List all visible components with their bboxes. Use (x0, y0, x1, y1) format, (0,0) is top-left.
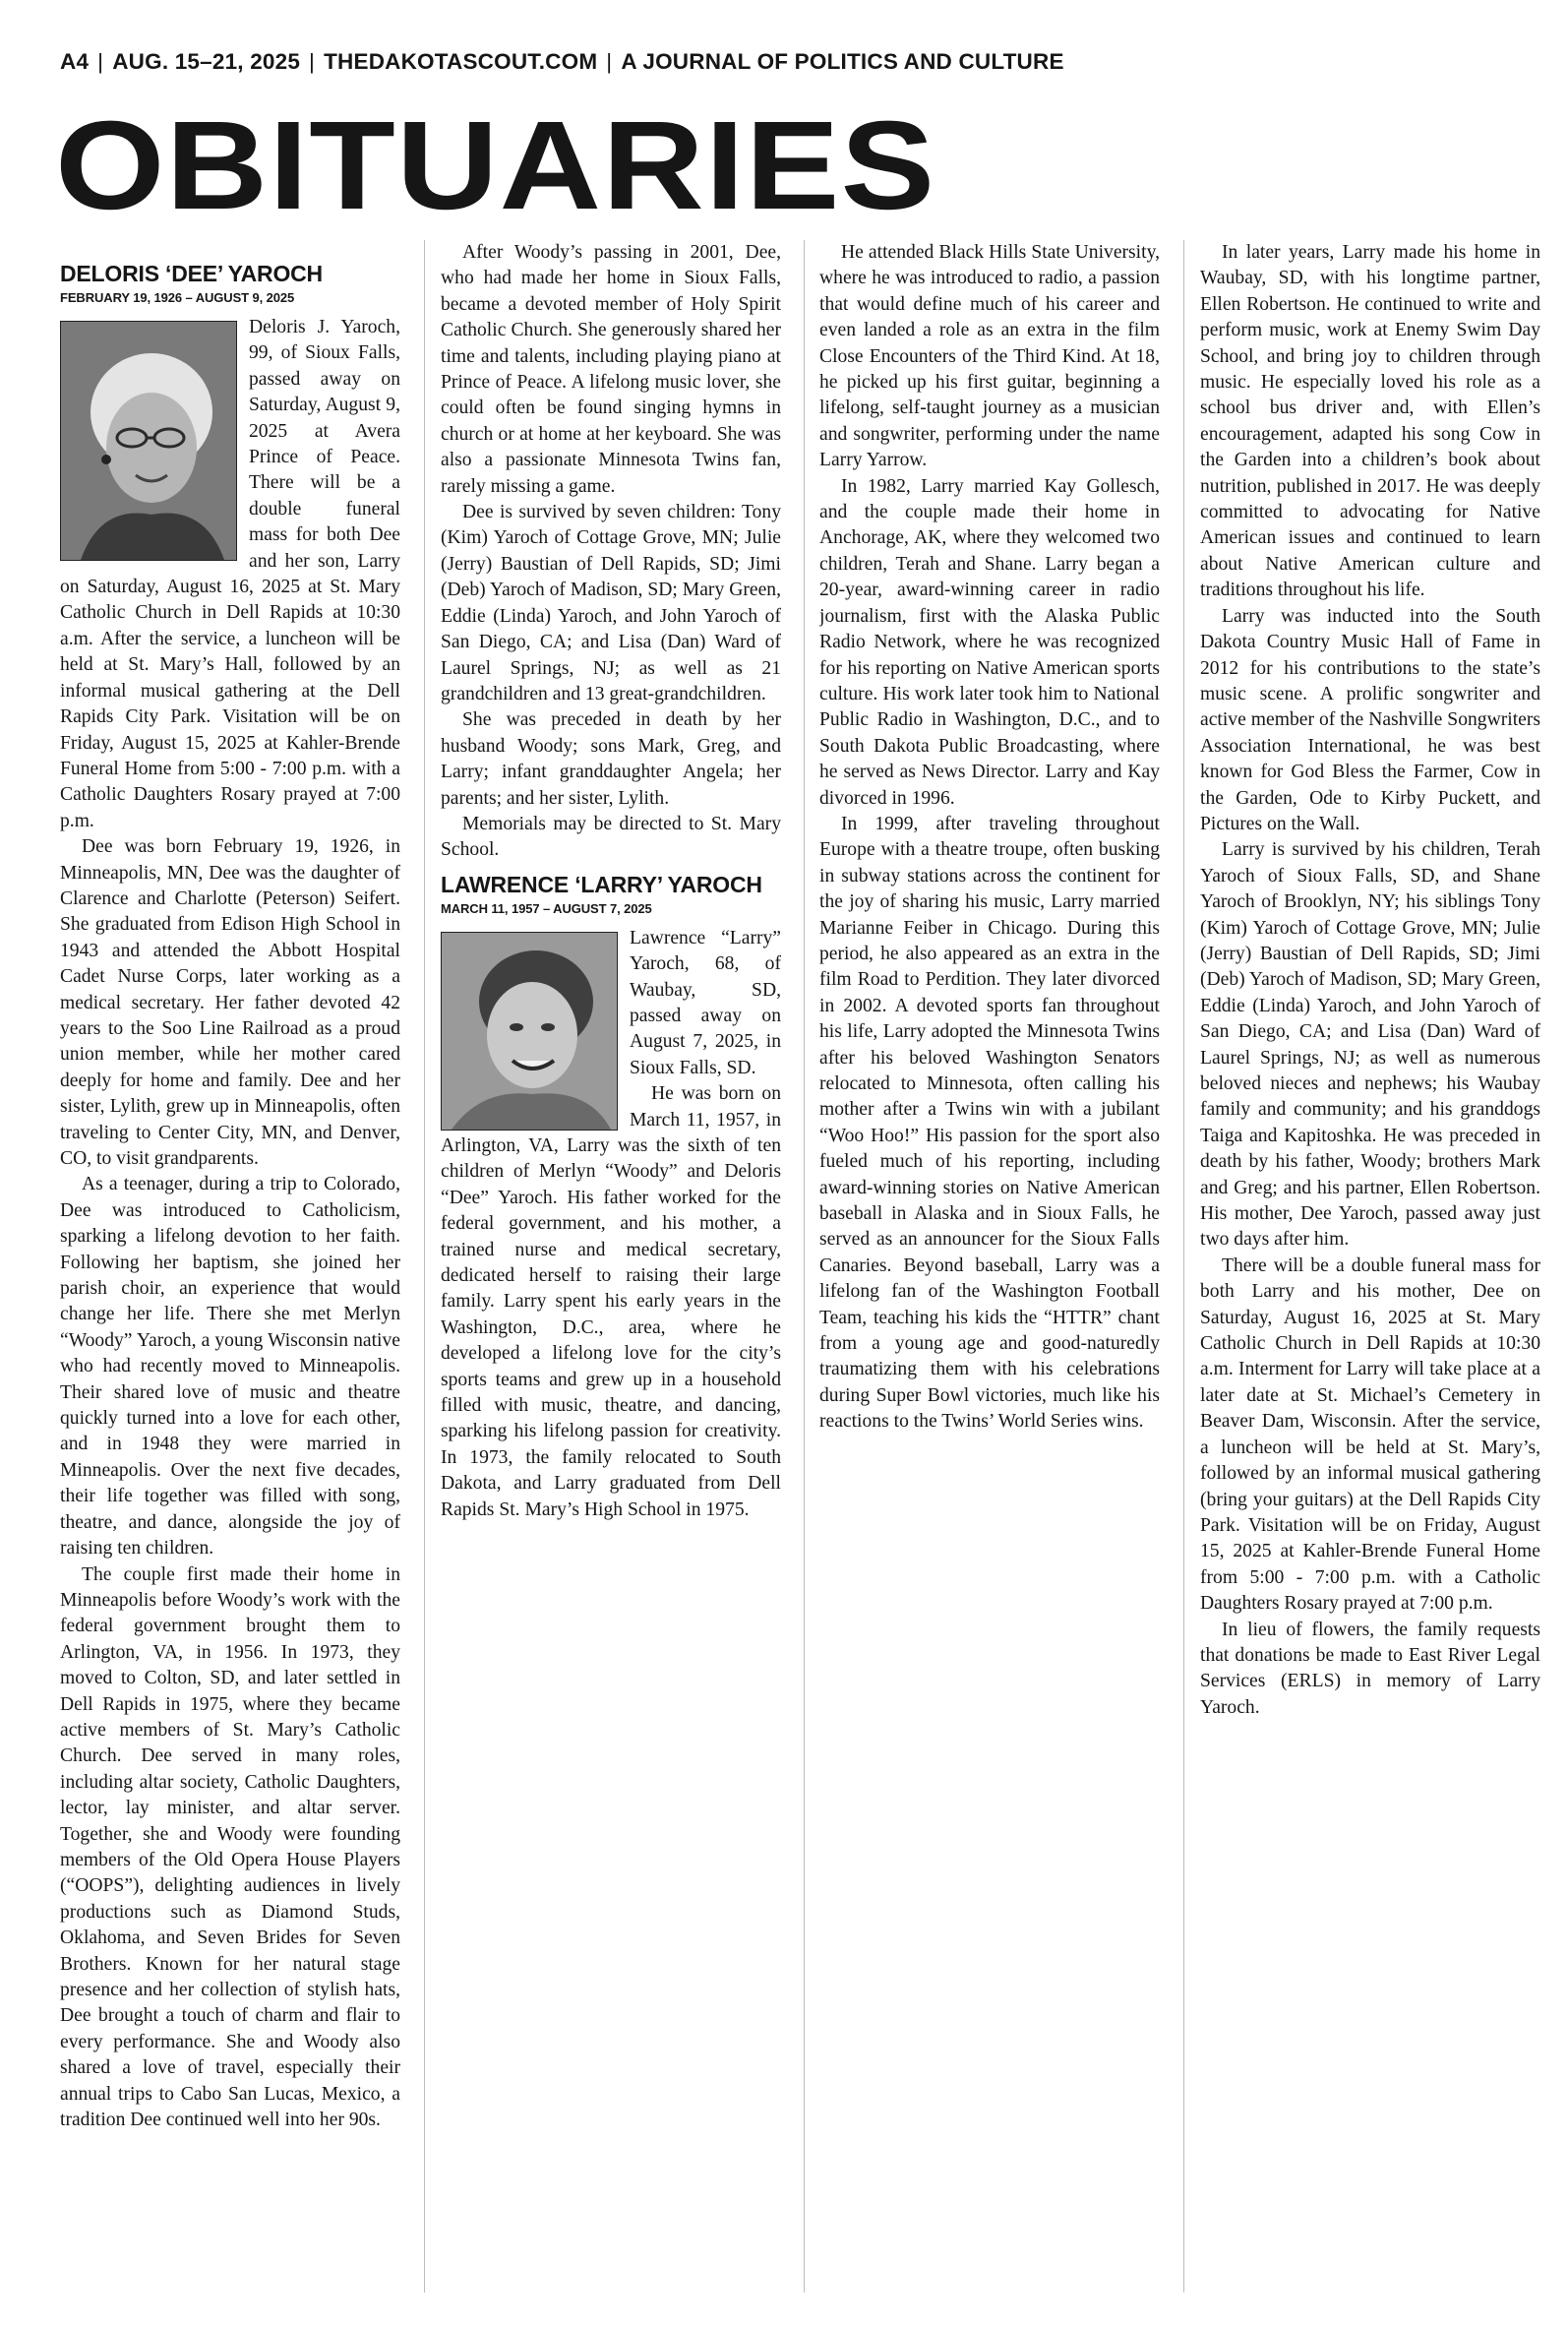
column-divider (424, 240, 425, 2293)
obituary-paragraph: Larry was inducted into the South Dakota Country Music Hall of Fame in 2012 for his contributions to the state’s music scene. A prolific songwriter and active member of the Nashville Songwriters Association International, he was best known for God Bless the Farmer, Cow in the Garden, Ode to Kirby Puckett, and Pictures on the Wall. (1200, 605, 1540, 834)
obituary-dates: FEBRUARY 19, 1926 – AUGUST 9, 2025 (60, 290, 295, 305)
obituary-paragraph: In lieu of flowers, the family requests that donations be made to East River Legal Services (ERLS) in memory of Larry Yaroch. (1200, 1619, 1540, 1718)
obituary-paragraph: After Woody’s passing in 2001, Dee, who had made her home in Sioux Falls, became a devoted member of Holy Spirit Catholic Church. She generously shared her time and talents, including playing piano at Prince of Peace. A lifelong music lover, she could often be found singing hymns in church or at home at her keyboard. She was also a passionate Minnesota Twins fan, rarely missing a game. (441, 242, 781, 497)
obituary-paragraph: Lawrence “Larry” Yaroch, 68, of Waubay, SD, passed away on August 7, 2025, in Sioux Falls, SD. (630, 927, 781, 1078)
obituary-paragraph: Memorials may be directed to St. Mary School. (441, 813, 781, 861)
obituary-paragraph: In later years, Larry made his home in Waubay, SD, with his longtime partner, Ellen Robertson. He continued to write and perform music, work at Enemy Swim Day School, and bring joy to children through music. He especially loved his role as a school bus driver and, with Ellen’s encouragement, adapted his song Cow in the Garden into a children’s book about nutrition, published in 2017. He was deeply committed to advocating for Native American issues and continued to learn about Native American culture and traditions throughout his life. (1200, 242, 1540, 601)
obituary-paragraph: In 1999, after traveling throughout Europe with a theatre troupe, often busking in subway stations across the continent for the joy of sharing his music, Larry married Marianne Feiber in Chicago. During this period, he also appeared as an extra in the film Road to Perdition. They later divorced in 2002. A devoted sports fan throughout his life, Larry adopted the Minnesota Twins after his beloved Washington Senators relocated to Minnesota, often calling his mother after a Twins win with a jubilant “Woo Hoo!” His passion for the sport also fueled much of his reporting, including award-winning stories on Native American baseball in Alaska and in Sioux Falls, he served as an announcer for the Sioux Falls Canaries. Beyond baseball, Larry was a lifelong fan of the Washington Football Team, teaching his kids the “HTTR” chant from a young age and good-naturedly traumatizing them with his celebrations during Super Bowl victories, much like his reactions to the Twins’ World Series wins. (819, 813, 1160, 1433)
tagline: A JOURNAL OF POLITICS AND CULTURE (621, 49, 1064, 74)
article-column-2 (441, 240, 781, 2282)
obituary-paragraph: He attended Black Hills State University, where he was introduced to radio, a passion that would define much of his career and even landed a role as an extra in the film Close Encounters of the Third Kind. At 18, he picked up his first guitar, beginning a lifelong, self-taught journey as a musician and songwriter, performing under the name Larry Yarrow. (819, 242, 1160, 471)
obituary-paragraph: Deloris J. Yaroch, 99, of Sioux Falls, passed away on Saturday, August 9, 2025 at Avera Prince of Peace. There will be a double funeral mass for both Dee and her son, Larry on Saturday, August 16, 2025 at St. Mary Catholic Church in Dell Rapids at 10:30 a.m. After the service, a luncheon will be held at St. Mary’s Hall, followed by an informal musical gathering at the Dell Rapids City Park. Visitation will be on Friday, August 15, 2025 at Kahler-Brende Funeral Home from 5:00 - 7:00 p.m. with a Catholic Daughters Rosary prayed at 7:00 p.m. (60, 317, 400, 831)
obituary-name: DELORIS ‘DEE’ YAROCH (60, 261, 323, 286)
obituary-paragraph: As a teenager, during a trip to Colorado, Dee was introduced to Catholicism, sparking a lifelong devotion to her faith. Following her baptism, she joined her parish choir, an experience that would change her life. There she met Merlyn “Woody” Yaroch, a young Wisconsin native who had recently moved to Minneapolis. Their shared love of music and theatre quickly turned into a love for each other, and in 1948 they were married in Minneapolis. Over the next five decades, their life together was filled with song, theatre, and dance, alongside the joy of raising ten children. (60, 1174, 400, 1560)
article-column-3 (819, 240, 1160, 2282)
obituary-paragraph: There will be a double funeral mass for both Larry and his mother, Dee on Saturday, August 16, 2025 at St. Mary Catholic Church in Dell Rapids at 10:30 a.m. Interment for Larry will take place at a later date at St. Michael’s Cemetery in Beaver Dam, Wisconsin. After the service, a luncheon will be held at St. Mary’s, followed by an informal musical gathering (bring your guitars) at the Dell Rapids City Park. Visitation will be on Friday, August 15, 2025 at Kahler-Brende Funeral Home from 5:00 - 7:00 p.m. with a Catholic Daughters Rosary prayed at 7:00 p.m. (1200, 1254, 1540, 1615)
site-name: THEDAKOTASCOUT.COM (324, 49, 598, 74)
section-title: OBITUARIES (55, 95, 936, 236)
obituary-name: LAWRENCE ‘LARRY’ YAROCH (441, 871, 762, 897)
column-divider (1183, 240, 1184, 2293)
obituary-paragraph: The couple first made their home in Minneapolis before Woody’s work with the federal government brought them to Arlington, VA, in 1956. In 1973, they moved to Colton, SD, and later settled in Dell Rapids in 1975, where they became active members of St. Mary’s Catholic Church. Dee served in many roles, including altar society, Catholic Daughters, lector, lay minister, and altar server. Together, she and Woody were founding members of the Old Opera House Players (“OOPS”), delighting audiences in lively productions such as Diamond Studs, Oklahoma, and Seven Brides for Seven Brothers. Known for her natural stage presence and her collection of stylish hats, Dee brought a touch of charm and flair to every performance. She and Woody also shared a love of travel, especially their annual trips to Cabo San Lucas, Mexico, a tradition Dee continued well into her 90s. (60, 1563, 400, 2131)
obituary-dates: MARCH 11, 1957 – AUGUST 7, 2025 (441, 900, 652, 916)
obituary-paragraph: Dee was born February 19, 1926, in Minneapolis, MN, Dee was the daughter of Clarence and Charlotte (Peterson) Seifert. She graduated from Edison High School in 1943 and attended the Abbott Hospital Cadet Nurse Corps, later working as a medical secretary. Her father devoted 42 years to the Soo Line Railroad as a proud union member, while her mother cared deeply for home and family. Dee and her sister, Lylith, grew up in Minneapolis, often traveling to Center City, MN, and Denver, CO, to visit grandparents. (60, 836, 400, 1169)
obituary-paragraph: She was preceded in death by her husband Woody; sons Mark, Greg, and Larry; infant granddaughter Angela; her parents; and her sister, Lylith. (441, 709, 781, 809)
article-column-4 (1200, 240, 1540, 2282)
lawrence-portrait-photo (441, 932, 618, 1131)
obituary-paragraph: Larry is survived by his children, Terah Yaroch of Sioux Falls, SD, and Shane Yaroch of Brooklyn, NY; his siblings Tony (Kim) Yaroch of Cottage Grove, MN; Julie (Jerry) Baustian of Dell Rapids, SD; Jimi (Deb) Yaroch of Madison, SD; Mary Green, Eddie (Linda) Yaroch, and John Yaroch of San Diego, CA; and Lisa (Dan) Ward of Laurel Springs, NJ; as well as numerous beloved nieces and nephews; his Waubay family and community; and his granddogs Taiga and Kapitoshka. He was preceded in death by his father, Woody; brothers Mark and Greg; and his partner, Ellen Robertson. His mother, Dee Yaroch, passed away just two days after him. (1200, 839, 1540, 1251)
article-column-1 (60, 261, 400, 2302)
obituary-paragraph: He was born on March 11, 1957, in Arlington, VA, Larry was the sixth of ten children of Merlyn “Woody” and Deloris “Dee” Yaroch. His father worked for the federal government, and his mother, a trained nurse and medical secretary, dedicated herself to raising their large family. Larry spent his early years in the Washington, D.C., area, where he developed a lifelong love for the city’s sports teams and grew up in a household filled with music, theatre, and dancing, sparking his lifelong passion for creativity. In 1973, the family relocated to South Dakota, and Larry graduated from Dell Rapids St. Mary’s High School in 1975. (441, 1083, 781, 1520)
deloris-portrait-photo (60, 321, 237, 561)
page-header: A4 | AUG. 15–21, 2025 | THEDAKOTASCOUT.COM | A JOURNAL OF POLITICS AND CULTURE (60, 49, 1064, 74)
obituary-paragraph: In 1982, Larry married Kay Gollesch, and the couple made their home in Anchorage, AK, where they welcomed two children, Terah and Shane. Larry began a 20-year, award-winning career in radio journalism, first with the Alaska Public Radio Network, where he was recognized for his reporting on Native American sports culture. His work later took him to National Public Radio in Washington, D.C., and to South Dakota Public Broadcasting, where he served as News Director. Larry and Kay divorced in 1996. (819, 475, 1160, 809)
issue-date: AUG. 15–21, 2025 (112, 49, 301, 74)
column-divider (804, 240, 805, 2293)
obituary-paragraph: Dee is survived by seven children: Tony (Kim) Yaroch of Cottage Grove, MN; Julie (Jerry) Baustian of Dell Rapids, SD; Jimi (Deb) Yaroch of Madison, SD; Mary Green, Eddie (Linda) Yaroch, and John Yaroch of San Diego, CA; and Lisa (Dan) Ward of Laurel Springs, NJ; as well as 21 grandchildren and 13 great-grandchildren. (441, 502, 781, 704)
page-number: A4 (60, 49, 90, 74)
